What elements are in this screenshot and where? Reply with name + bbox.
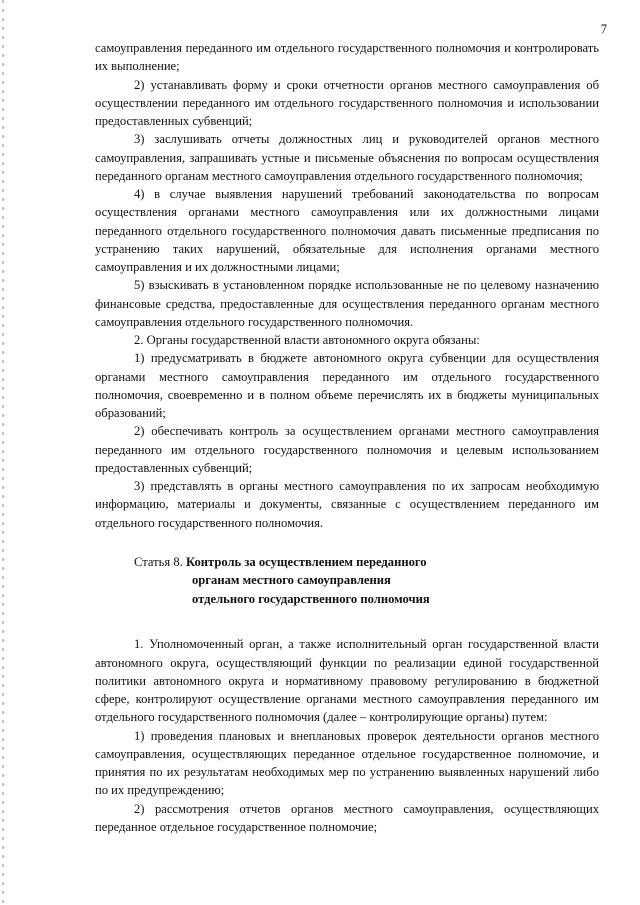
- scan-edge-artifact: [2, 0, 4, 905]
- paragraph: 2. Органы государственной власти автономного округа обязаны:: [134, 333, 480, 347]
- paragraph: 1. Уполномоченный орган, а также исполнительный орган государственной власти автономного округа, осуществляющий функции по реализации единой государственной политики автономного округа и нормативному правовому регулированию в бюджетной сфере, контролируют осуществление органами местного самоуправления переданного им отдельного государственного полномочия (далее – контролирующие органы) путем:: [95, 637, 599, 725]
- paragraph: 5) взыскивать в установленном порядке использованные не по целевому назначению финансовые средства, предоставленные для осуществления переданного органам местного самоуправления отдельного государственного полномочия.: [95, 278, 599, 329]
- article-label: Статья 8.: [134, 554, 183, 569]
- article-title-line-1: Контроль за осуществлением переданного: [185, 554, 427, 569]
- article-heading-line-1: [134, 553, 599, 572]
- paragraph: 2) рассмотрения отчетов органов местного самоуправления, осуществляющих переданное отдельное государственное полномочие;: [95, 801, 599, 834]
- paragraph: 3) представлять в органы местного самоуправления по их запросам необходимую информацию, материалы и документы, связанные с осуществлением переданного им отдельного государственного полномочия.: [95, 479, 599, 530]
- article-title-line-3: отдельного государственного полномочия: [192, 591, 430, 606]
- paragraph: 1) предусматривать в бюджете автономного округа субвенции для осуществления органами местного самоуправления переданного им отдельного государственного полномочия, своевременно и в полном объеме перечислять их в бюджеты муниципальных образований;: [95, 351, 599, 420]
- paragraph: 2) устанавливать форму и сроки отчетности органов местного самоуправления об осуществлении переданного им отдельного государственного полномочия и использовании предоставленных субвенций;: [95, 77, 599, 128]
- article-heading: [95, 553, 599, 609]
- paragraph: 2) обеспечивать контроль за осуществлением органами местного самоуправления переданного им отдельного государственного полномочия и целевым использованием предоставленных субвенций;: [95, 424, 599, 475]
- paragraphs-top: [95, 39, 599, 532]
- page-number: 7: [600, 22, 607, 36]
- paragraph: самоуправления переданного им отдельного государственного полномочия и контролировать их выполнение;: [95, 41, 599, 74]
- paragraph: 4) в случае выявления нарушений требований законодательства по вопросам осуществления органами местного самоуправления или их должностными лицами переданного отдельного государственного полномочия давать письменные предписания по устранению таких нарушений, обязательные для исполнения органами местного самоуправления и их должностными лицами;: [95, 187, 599, 274]
- document-body: [95, 39, 599, 836]
- paragraphs-bottom: [95, 635, 599, 836]
- article-title-line-2: органам местного самоуправления: [192, 573, 391, 588]
- paragraph: 1) проведения плановых и внеплановых проверок деятельности органов местного самоуправления, осуществляющих переданное отдельное государственное полномочие, и принятия по их результатам необходимых мер по устранению выявленных нарушений либо по их предупреждению;: [95, 728, 599, 798]
- paragraph: 3) заслушивать отчеты должностных лиц и руководителей органов местного самоуправления, запрашивать устные и письменые объяснения по вопросам осуществления переданного органам местного самоуправления отдельного государственного полномочия;: [95, 132, 599, 183]
